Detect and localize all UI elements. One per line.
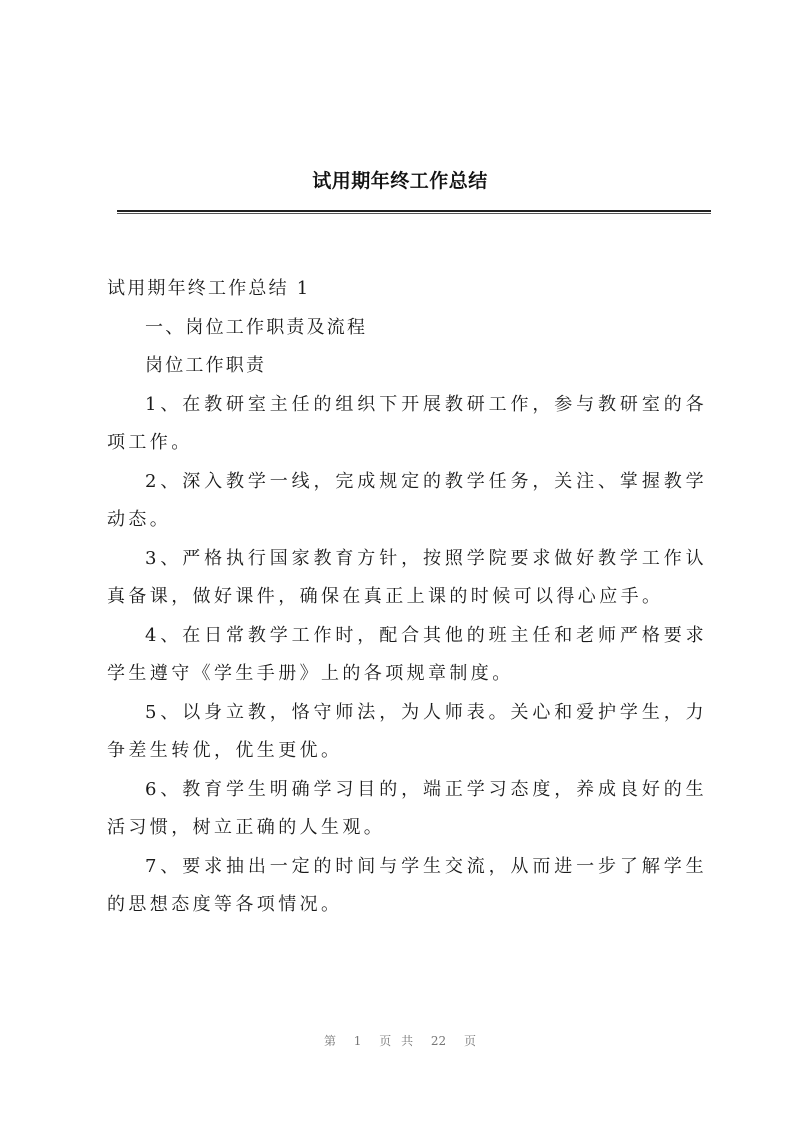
document-body (107, 270, 707, 925)
duty-item-6: 6、教育学生明确学习目的，端正学习态度，养成良好的生活习惯，树立正确的人生观。 (107, 778, 707, 838)
subheading-duties: 岗位工作职责 (145, 355, 267, 376)
footer-middle: 页 共 (379, 1034, 414, 1048)
page-footer (0, 1032, 800, 1049)
footer-suffix: 页 (464, 1034, 477, 1048)
footer-prefix: 第 (323, 1034, 336, 1048)
title-divider (117, 210, 711, 214)
duty-item-3: 3、严格执行国家教育方针，按照学院要求做好教学工作认真备课，做好课件，确保在真正上课的时候可以得心应手。 (107, 547, 707, 607)
footer-total-pages: 22 (430, 1034, 447, 1048)
section-heading: 试用期年终工作总结 1 (107, 278, 311, 299)
footer-page-number: 1 (353, 1034, 362, 1048)
duty-item-7: 7、要求抽出一定的时间与学生交流，从而进一步了解学生的思想态度等各项情况。 (107, 855, 707, 915)
document-title: 试用期年终工作总结 (312, 170, 488, 192)
subheading-duties-process: 一、岗位工作职责及流程 (145, 316, 368, 338)
duty-item-1: 1、在教研室主任的组织下开展教研工作，参与教研室的各项工作。 (107, 393, 707, 453)
duty-item-4: 4、在日常教学工作时，配合其他的班主任和老师严格要求学生遵守《学生手册》上的各项规章制度。 (107, 624, 707, 684)
duty-item-5: 5、以身立教，恪守师法，为人师表。关心和爱护学生，力争差生转优，优生更优。 (107, 701, 707, 761)
duty-item-2: 2、深入教学一线，完成规定的教学任务，关注、掌握教学动态。 (107, 470, 707, 530)
